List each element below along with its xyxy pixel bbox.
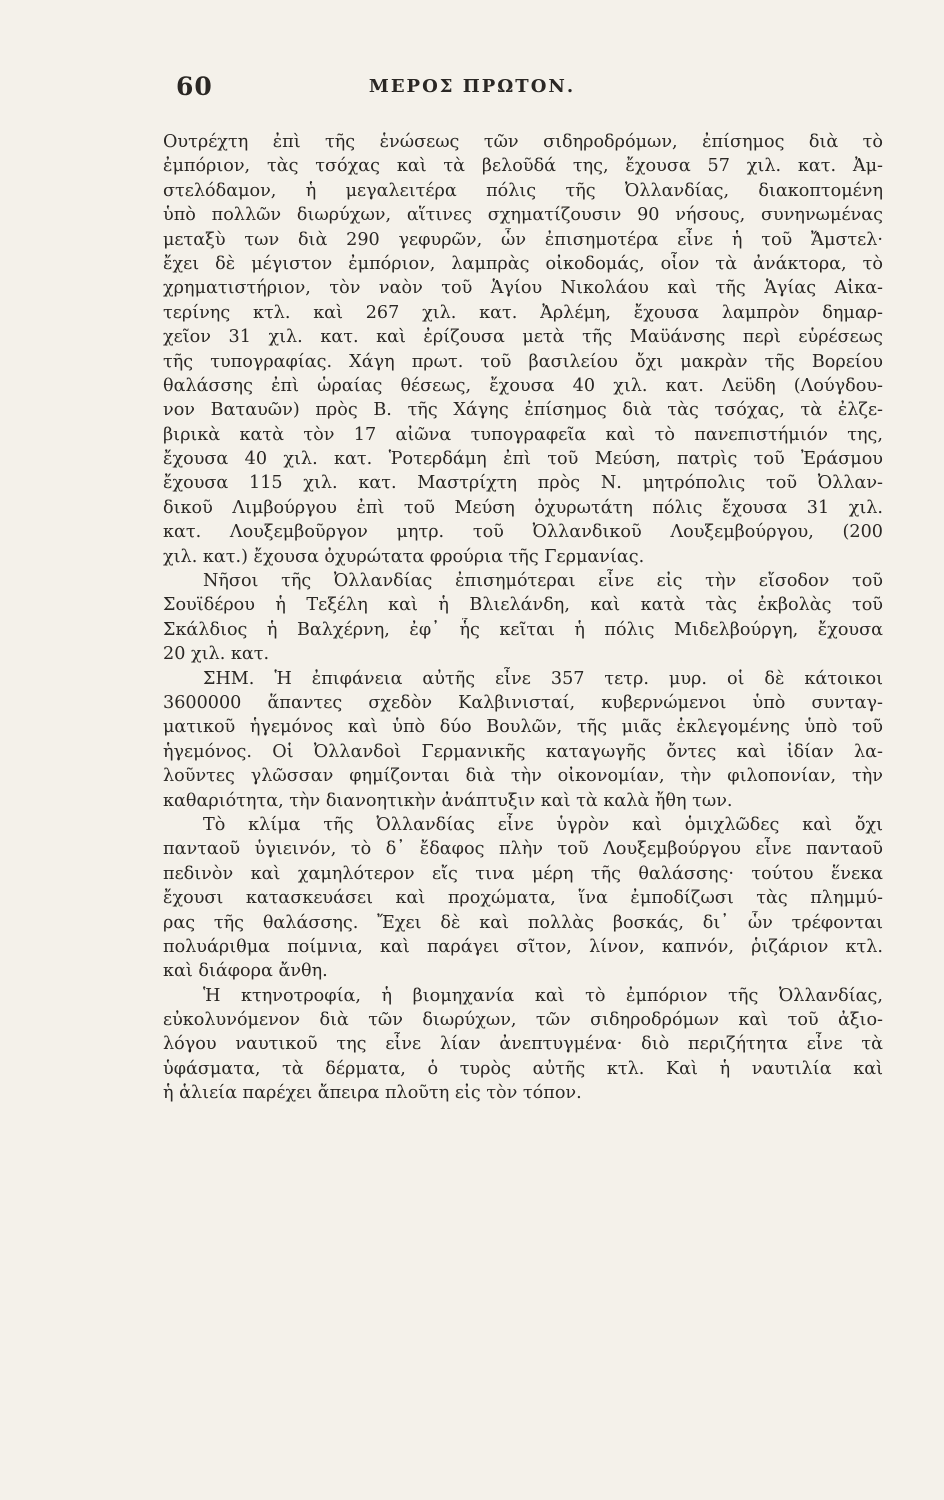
- text-line: ἡγεμόνος. Οἱ Ὀλλανδοὶ Γερμανικῆς καταγωγῆς ὄντες καὶ ἰδίαν λα-: [163, 741, 883, 762]
- text-line: κατ. Λουξεμβοῦργον μητρ. τοῦ Ὀλλανδικοῦ Λουξεμβούργου, (200: [163, 522, 883, 543]
- text-line: πεδινὸν καὶ χαμηλότερον εἴς τινα μέρη τῆς θαλάσσης· τούτου ἕνεκα: [163, 863, 883, 884]
- text-line: τῆς τυπογραφίας. Χάγη πρωτ. τοῦ βασιλείου ὄχι μακρὰν τῆς Βορείου: [163, 351, 883, 372]
- text-line: εὐκολυνόμενον διὰ τῶν διωρύχων, τῶν σιδηροδρόμων καὶ τοῦ ἀξιο-: [163, 1010, 883, 1031]
- text-line: ὑπὸ πολλῶν διωρύχων, αἵτινες σχηματίζουσιν 90 νήσους, συνηνωμένας: [163, 205, 883, 226]
- text-line: ἔχουσα 40 χιλ. κατ. Ῥοτερδάμη ἐπὶ τοῦ Μεύση, πατρὶς τοῦ Ἐράσμου: [163, 449, 883, 470]
- paragraph: [163, 130, 883, 569]
- text-line: 20 χιλ. κατ.: [163, 644, 270, 665]
- text-line: Σουϊδέρου ἡ Τεξέλη καὶ ἡ Βλιελάνδη, καὶ κατὰ τὰς ἐκβολὰς τοῦ: [163, 595, 883, 616]
- text-line: ρας τῆς θαλάσσης. Ἔχει δὲ καὶ πολλὰς βοσκάς, δι᾽ ὧν τρέφονται: [163, 912, 883, 933]
- text-line: ματικοῦ ἡγεμόνος καὶ ὑπὸ δύο Βουλῶν, τῆς μιᾶς ἐκλεγομένης ὑπὸ τοῦ: [163, 717, 883, 738]
- text-line: τερίνης κτλ. καὶ 267 χιλ. κατ. Ἀρλέμη, ἔχουσα λαμπρὸν δημαρ-: [163, 302, 883, 323]
- text-line: Νῆσοι τῆς Ὀλλανδίας ἐπισημότεραι εἶνε εἰς τὴν εἴσοδον τοῦ: [203, 571, 883, 592]
- text-line: μεταξὺ των διὰ 290 γεφυρῶν, ὧν ἐπισημοτέρα εἶνε ἡ τοῦ Ἄμστελ·: [163, 229, 883, 250]
- text-line: θαλάσσης ἐπὶ ὡραίας θέσεως, ἔχουσα 40 χιλ. κατ. Λεϋδη (Λούγδου-: [163, 375, 883, 396]
- text-line: ἐμπόριον, τὰς τσόχας καὶ τὰ βελοῦδά της, ἔχουσα 57 χιλ. κατ. Ἀμ-: [163, 156, 883, 177]
- text-line: πολυάριθμα ποίμνια, καὶ παράγει σῖτον, λίνον, καπνόν, ῥιζάριον κτλ.: [163, 936, 883, 957]
- text-line: νον Βαταυῶν) πρὸς Β. τῆς Χάγης ἐπίσημος διὰ τὰς τσόχας, τὰ ἐλζε-: [163, 400, 883, 421]
- text-line: δικοῦ Λιμβούργου ἐπὶ τοῦ Μεύση ὀχυρωτάτη πόλις ἔχουσα 31 χιλ.: [163, 497, 883, 518]
- text-line: χιλ. κατ.) ἔχουσα ὀχυρώτατα φρούρια τῆς Γερμανίας.: [163, 546, 645, 567]
- text-line: πανταοῦ ὑγιεινόν, τὸ δ᾽ ἔδαφος πλὴν τοῦ Λουξεμβούργου εἶνε πανταοῦ: [163, 839, 883, 860]
- text-line: λόγου ναυτικοῦ της εἶνε λίαν ἀνεπτυγμένα· διὸ περιζήτητα εἶνε τὰ: [163, 1034, 883, 1055]
- paragraph: [163, 984, 883, 1106]
- paragraph: [163, 813, 883, 984]
- paragraph: [163, 569, 883, 667]
- text-line: λοῦντες γλῶσσαν φημίζονται διὰ τὴν οἰκονομίαν, τὴν φιλοπονίαν, τὴν: [163, 766, 883, 787]
- text-line: ἡ ἁλιεία παρέχει ἄπειρα πλοῦτη εἰς τὸν τόπον.: [163, 1083, 582, 1104]
- text-line: Τὸ κλίμα τῆς Ὀλλανδίας εἶνε ὑγρὸν καὶ ὁμιχλῶδες καὶ ὄχι: [203, 814, 883, 835]
- text-line: στελόδαμον, ἡ μεγαλειτέρα πόλις τῆς Ὀλλανδίας, διακοπτομένη: [163, 180, 883, 201]
- text-line: ΣΗΜ. Ἡ ἐπιφάνεια αὐτῆς εἶνε 357 τετρ. μυρ. οἱ δὲ κάτοικοι: [203, 668, 883, 689]
- text-line: χρηματιστήριον, τὸν ναὸν τοῦ Ἁγίου Νικολάου καὶ τῆς Ἁγίας Αἰκα-: [163, 278, 883, 299]
- text-line: βιρικὰ κατὰ τὸν 17 αἰῶνα τυπογραφεῖα καὶ τὸ πανεπιστήμιόν της,: [163, 424, 883, 445]
- text-line: Ουτρέχτη ἐπὶ τῆς ἑνώσεως τῶν σιδηροδρόμων, ἐπίσημος διὰ τὸ: [163, 132, 883, 152]
- text-line: χεῖον 31 χιλ. κατ. καὶ ἐρίζουσα μετὰ τῆς Μαϋάνσης περὶ εὑρέσεως: [163, 327, 883, 348]
- text-line: 3600000 ἅπαντες σχεδὸν Καλβινισταί, κυβερνώμενοι ὑπὸ συνταγ-: [163, 692, 883, 713]
- running-head: ΜΕΡΟΣ ΠΡΩΤΟΝ.: [368, 76, 576, 97]
- text-line: Σκάλδιος ἡ Βαλχέρνη, ἐφ᾽ ἧς κεῖται ἡ πόλις Μιδελβούργη, ἔχουσα: [163, 619, 883, 640]
- text-line: ἔχει δὲ μέγιστον ἐμπόριον, λαμπρὰς οἰκοδομάς, οἷον τὰ ἀνάκτορα, τὸ: [163, 253, 883, 274]
- text-line: ἔχουσι κατασκευάσει καὶ προχώματα, ἵνα ἐμποδίζωσι τὰς πλημμύ-: [163, 888, 883, 909]
- text-line: Ἡ κτηνοτροφία, ἡ βιομηχανία καὶ τὸ ἐμπόριον τῆς Ὀλλανδίας,: [203, 985, 883, 1006]
- text-line: ὑφάσματα, τὰ δέρματα, ὁ τυρὸς αὐτῆς κτλ. Καὶ ἡ ναυτιλία καὶ: [163, 1058, 883, 1079]
- paragraph: [163, 667, 883, 813]
- text-line: ἔχουσα 115 χιλ. κατ. Μαστρίχτη πρὸς Ν. μητρόπολις τοῦ Ὀλλαν-: [163, 473, 883, 494]
- page-number: 60: [176, 72, 213, 101]
- page-header: [0, 66, 944, 106]
- body-text: [163, 130, 883, 1106]
- text-line: καὶ διάφορα ἄνθη.: [163, 961, 328, 982]
- text-line: καθαριότητα, τὴν διανοητικὴν ἀνάπτυξιν καὶ τὰ καλὰ ἤθη των.: [163, 790, 733, 811]
